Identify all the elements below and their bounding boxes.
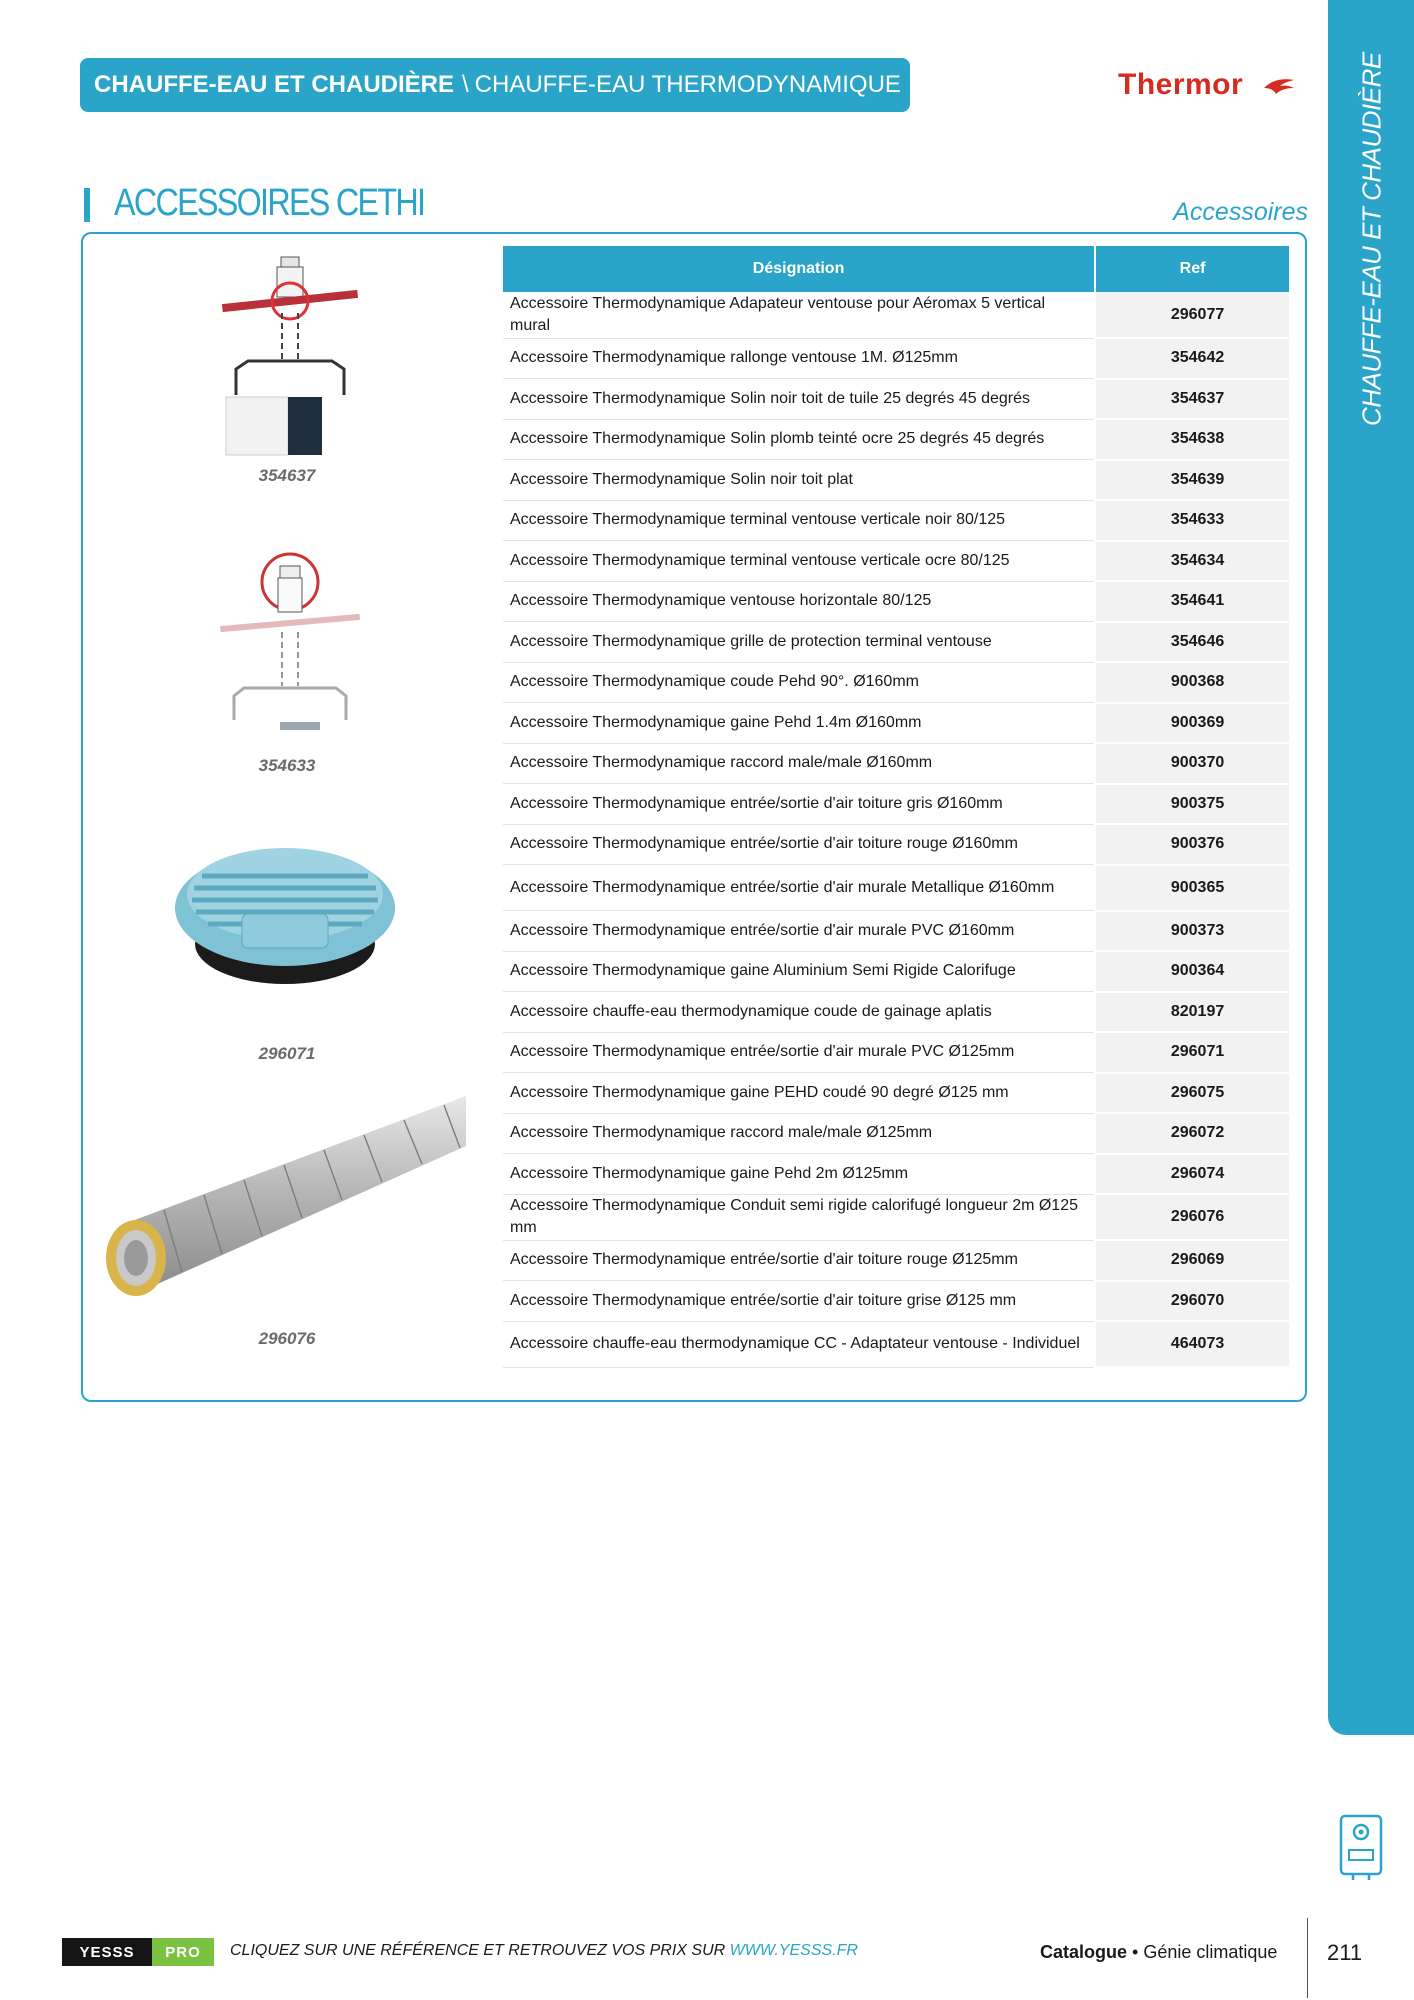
page-number: 211 bbox=[1327, 1940, 1363, 1965]
ref-link[interactable]: 900370 bbox=[1095, 743, 1289, 784]
designation-cell: Accessoire Thermodynamique Solin noir toit de tuile 25 degrés 45 degrés bbox=[503, 379, 1095, 420]
footer-cta-text: CLIQUEZ SUR UNE RÉFÉRENCE ET RETROUVEZ VOS PRIX SUR bbox=[230, 1942, 726, 1959]
ref-link[interactable]: 354646 bbox=[1095, 622, 1289, 663]
designation-cell: Accessoire Thermodynamique entrée/sortie d'air murale PVC Ø125mm bbox=[503, 1032, 1095, 1073]
breadcrumb-banner bbox=[80, 58, 910, 112]
ref-link[interactable]: 296070 bbox=[1095, 1281, 1289, 1322]
ref-link[interactable]: 464073 bbox=[1095, 1321, 1289, 1367]
table-row bbox=[503, 703, 1289, 744]
ref-link[interactable]: 900369 bbox=[1095, 703, 1289, 744]
catalog-section: Génie climatique bbox=[1143, 1942, 1278, 1962]
table-row bbox=[503, 662, 1289, 703]
table-row bbox=[503, 338, 1289, 379]
ref-link[interactable]: 900368 bbox=[1095, 662, 1289, 703]
breadcrumb-category: CHAUFFE-EAU ET CHAUDIÈRE bbox=[94, 71, 454, 98]
table-row bbox=[503, 541, 1289, 582]
thermor-flame-icon bbox=[1262, 76, 1296, 98]
column-header-designation: Désignation bbox=[503, 246, 1095, 292]
designation-cell: Accessoire Thermodynamique Solin noir toit plat bbox=[503, 460, 1095, 501]
table-row bbox=[503, 1321, 1289, 1367]
catalog-separator: • bbox=[1132, 1942, 1139, 1962]
table-row bbox=[503, 743, 1289, 784]
designation-cell: Accessoire Thermodynamique gaine Pehd 1.4m Ø160mm bbox=[503, 703, 1095, 744]
ref-link[interactable]: 900364 bbox=[1095, 951, 1289, 992]
category-label: Accessoires bbox=[1173, 198, 1308, 226]
designation-cell: Accessoire Thermodynamique entrée/sortie d'air toiture rouge Ø125mm bbox=[503, 1240, 1095, 1281]
ref-link[interactable]: 900375 bbox=[1095, 784, 1289, 825]
table-row bbox=[503, 460, 1289, 501]
ref-link[interactable]: 900365 bbox=[1095, 865, 1289, 911]
designation-cell: Accessoire Thermodynamique Adapateur ventouse pour Aéromax 5 vertical mural bbox=[503, 292, 1095, 338]
section-accent-bar bbox=[84, 188, 90, 222]
table-row bbox=[503, 581, 1289, 622]
table-row bbox=[503, 292, 1289, 338]
footer-divider bbox=[1307, 1918, 1308, 1998]
breadcrumb-subcategory: CHAUFFE-EAU THERMODYNAMIQUE bbox=[474, 71, 901, 98]
designation-cell: Accessoire Thermodynamique gaine Aluminium Semi Rigide Calorifuge bbox=[503, 951, 1095, 992]
designation-cell: Accessoire Thermodynamique Conduit semi rigide calorifugé longueur 2m Ø125 mm bbox=[503, 1194, 1095, 1240]
vertical-terminal-image bbox=[218, 552, 362, 732]
designation-cell: Accessoire Thermodynamique ventouse horizontale 80/125 bbox=[503, 581, 1095, 622]
roof-flashing-terminal-image bbox=[218, 255, 362, 461]
designation-cell: Accessoire Thermodynamique gaine Pehd 2m Ø125mm bbox=[503, 1154, 1095, 1195]
ref-link[interactable]: 296071 bbox=[1095, 1032, 1289, 1073]
yesss-pro-logo[interactable] bbox=[62, 1938, 214, 1966]
ref-link[interactable]: 900376 bbox=[1095, 824, 1289, 865]
designation-cell: Accessoire chauffe-eau thermodynamique CC - Adaptateur ventouse - Individuel bbox=[503, 1321, 1095, 1367]
table-row bbox=[503, 865, 1289, 911]
footer-call-to-action bbox=[230, 1942, 858, 1960]
designation-cell: Accessoire Thermodynamique entrée/sortie d'air toiture gris Ø160mm bbox=[503, 784, 1095, 825]
product-caption: 354633 bbox=[258, 756, 316, 775]
product-caption: 296076 bbox=[258, 1329, 316, 1348]
reference-table bbox=[503, 246, 1289, 1368]
ref-link[interactable]: 354634 bbox=[1095, 541, 1289, 582]
designation-cell: Accessoire Thermodynamique raccord male/male Ø160mm bbox=[503, 743, 1095, 784]
footer-catalog-label bbox=[1040, 1942, 1277, 1963]
designation-cell: Accessoire Thermodynamique entrée/sortie d'air murale Metallique Ø160mm bbox=[503, 865, 1095, 911]
designation-cell: Accessoire Thermodynamique grille de protection terminal ventouse bbox=[503, 622, 1095, 663]
table-row bbox=[503, 379, 1289, 420]
ref-link[interactable]: 296069 bbox=[1095, 1240, 1289, 1281]
designation-cell: Accessoire Thermodynamique entrée/sortie d'air toiture grise Ø125 mm bbox=[503, 1281, 1095, 1322]
table-row bbox=[503, 992, 1289, 1033]
designation-cell: Accessoire Thermodynamique entrée/sortie d'air toiture rouge Ø160mm bbox=[503, 824, 1095, 865]
table-row bbox=[503, 1154, 1289, 1195]
table-row bbox=[503, 1113, 1289, 1154]
ref-link[interactable]: 296077 bbox=[1095, 292, 1289, 338]
table-row bbox=[503, 500, 1289, 541]
water-heater-icon bbox=[1337, 1814, 1385, 1882]
table-row bbox=[503, 419, 1289, 460]
yesss-logo-text: YESSS bbox=[62, 1938, 152, 1966]
designation-cell: Accessoire Thermodynamique gaine PEHD coudé 90 degré Ø125 mm bbox=[503, 1073, 1095, 1114]
designation-cell: Accessoire Thermodynamique rallonge ventouse 1M. Ø125mm bbox=[503, 338, 1095, 379]
ref-link[interactable]: 296076 bbox=[1095, 1194, 1289, 1240]
section-title: ACCESSOIRES CETHI bbox=[114, 182, 425, 224]
designation-cell: Accessoire Thermodynamique terminal ventouse verticale ocre 80/125 bbox=[503, 541, 1095, 582]
side-chapter-label: CHAUFFE-EAU ET CHAUDIÈRE bbox=[1356, 52, 1387, 426]
designation-cell: Accessoire chauffe-eau thermodynamique coude de gainage aplatis bbox=[503, 992, 1095, 1033]
table-row bbox=[503, 1240, 1289, 1281]
thermor-logo: Thermor bbox=[1118, 68, 1244, 101]
ref-link[interactable]: 900373 bbox=[1095, 911, 1289, 952]
table-row bbox=[503, 1032, 1289, 1073]
product-caption: 296071 bbox=[258, 1044, 316, 1063]
designation-cell: Accessoire Thermodynamique entrée/sortie d'air murale PVC Ø160mm bbox=[503, 911, 1095, 952]
column-header-ref: Ref bbox=[1095, 246, 1289, 292]
table-row bbox=[503, 1073, 1289, 1114]
insulated-duct-image bbox=[104, 1094, 470, 1300]
ref-link[interactable]: 354638 bbox=[1095, 419, 1289, 460]
designation-cell: Accessoire Thermodynamique Solin plomb teinté ocre 25 degrés 45 degrés bbox=[503, 419, 1095, 460]
table-row bbox=[503, 1194, 1289, 1240]
ref-link[interactable]: 354637 bbox=[1095, 379, 1289, 420]
table-row bbox=[503, 784, 1289, 825]
table-row bbox=[503, 911, 1289, 952]
product-caption: 354637 bbox=[258, 466, 316, 485]
ref-link[interactable]: 354633 bbox=[1095, 500, 1289, 541]
designation-cell: Accessoire Thermodynamique raccord male/male Ø125mm bbox=[503, 1113, 1095, 1154]
pro-logo-text: PRO bbox=[152, 1938, 214, 1966]
ref-link[interactable]: 354642 bbox=[1095, 338, 1289, 379]
designation-cell: Accessoire Thermodynamique terminal ventouse verticale noir 80/125 bbox=[503, 500, 1095, 541]
breadcrumb-separator: \ bbox=[462, 71, 469, 98]
yesss-website-link[interactable]: WWW.YESSS.FR bbox=[729, 1942, 858, 1959]
wall-air-grille-image bbox=[172, 836, 398, 996]
table-row bbox=[503, 622, 1289, 663]
designation-cell: Accessoire Thermodynamique coude Pehd 90°. Ø160mm bbox=[503, 662, 1095, 703]
table-row bbox=[503, 951, 1289, 992]
ref-link[interactable]: 354639 bbox=[1095, 460, 1289, 501]
ref-link[interactable]: 354641 bbox=[1095, 581, 1289, 622]
table-row bbox=[503, 1281, 1289, 1322]
table-row bbox=[503, 824, 1289, 865]
ref-link[interactable]: 296074 bbox=[1095, 1154, 1289, 1195]
ref-link[interactable]: 820197 bbox=[1095, 992, 1289, 1033]
catalog-title: Catalogue bbox=[1040, 1942, 1128, 1962]
ref-link[interactable]: 296075 bbox=[1095, 1073, 1289, 1114]
ref-link[interactable]: 296072 bbox=[1095, 1113, 1289, 1154]
